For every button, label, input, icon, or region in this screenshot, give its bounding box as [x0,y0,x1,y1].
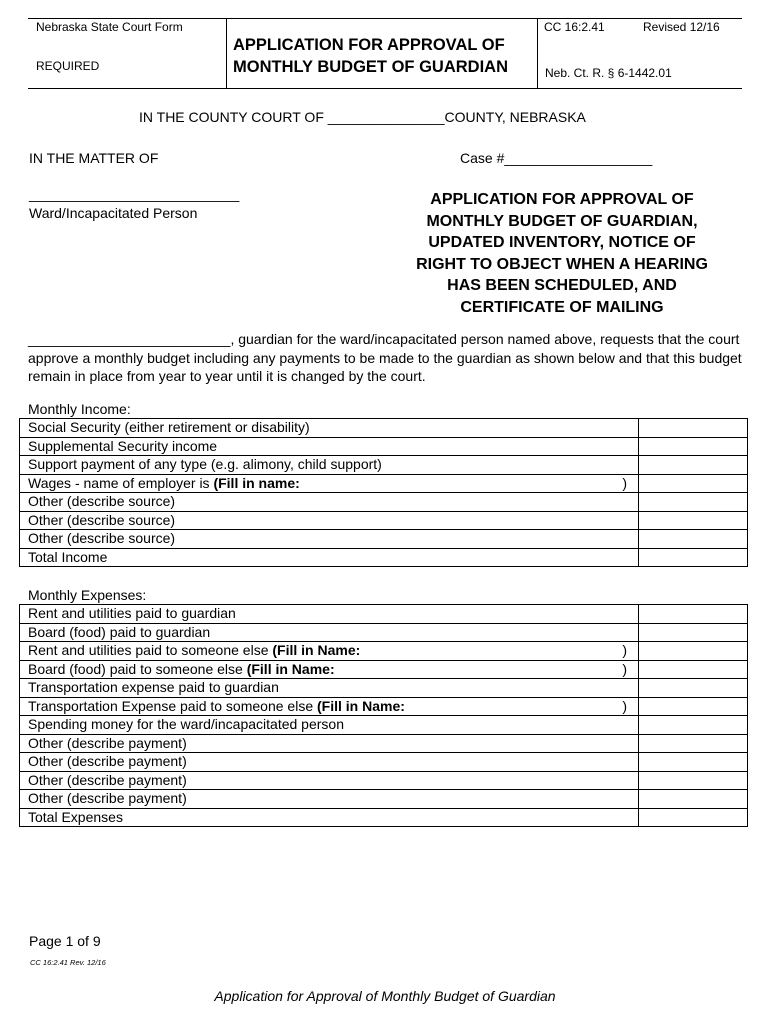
expense-label-text: Board (food) paid to guardian [28,623,211,640]
header-title-line2: MONTHLY BUDGET OF GUARDIAN [233,58,509,76]
fill-in-name-prompt[interactable]: (Fill in Name: [317,697,405,714]
income-row-label [20,474,639,493]
income-row [20,548,748,567]
expense-row [20,790,748,809]
header-top-rule [28,18,742,19]
revised-date: Revised 12/16 [643,20,720,34]
income-row [20,530,748,549]
court-rule: Neb. Ct. R. § 6-1442.01 [545,66,672,80]
expense-amount-cell[interactable] [639,697,748,716]
expense-label-text: Rent and utilities paid to someone else [28,642,273,659]
income-label-text: Other (describe source) [28,530,176,547]
expense-row [20,734,748,753]
footer-title: Application for Approval of Monthly Budget of Guardian [214,988,556,1004]
expense-label-text: Rent and utilities paid to guardian [28,605,236,622]
expense-row [20,716,748,735]
main-title-line: APPLICATION FOR APPROVAL OF [430,191,694,208]
intro-paragraph: __________________________, guardian for the ward/incapacitated person named above, requests that the court approve a monthly budget including any payments to be made to the guardian as shown below and that this budget remain in place from year to year until it is changed by the court. [28,331,742,384]
expense-amount-cell[interactable] [639,771,748,790]
footer-form-code: CC 16:2.41 Rev. 12/16 [30,958,106,967]
expense-amount-cell[interactable] [639,734,748,753]
income-amount-cell[interactable] [639,419,748,438]
fill-in-name-prompt[interactable]: (Fill in Name: [246,660,335,677]
expense-label-text: Spending money for the ward/incapacitated person [28,716,344,733]
expense-row [20,642,748,661]
expense-label-text: Other (describe payment) [28,734,187,751]
income-table [19,418,748,567]
form-header [28,18,742,88]
income-label-text: Support payment of any type (e.g. alimony, child support) [28,456,382,473]
expense-row-label [20,771,639,790]
income-row-label [20,419,639,438]
expense-amount-cell[interactable] [639,808,748,827]
expense-amount-cell[interactable] [639,790,748,809]
expense-row-label [20,623,639,642]
income-amount-cell[interactable] [639,474,748,493]
expense-row [20,623,748,642]
expense-row-label [20,605,639,624]
closing-paren: ) [622,660,627,677]
income-label-text: Wages - name of employer is [28,474,214,491]
income-row [20,419,748,438]
expense-label-text: Transportation Expense paid to someone else [28,697,317,714]
header-bottom-rule [28,88,742,89]
income-row-label [20,511,639,530]
expense-row-label [20,790,639,809]
expense-row [20,808,748,827]
main-title [392,189,732,318]
main-title-line: UPDATED INVENTORY, NOTICE OF [428,234,696,251]
expenses-table [19,604,748,827]
fill-in-name-prompt[interactable]: (Fill in name: [213,474,300,491]
income-row [20,437,748,456]
expense-amount-cell[interactable] [639,753,748,772]
income-amount-cell[interactable] [639,456,748,475]
court-line: IN THE COUNTY COURT OF _______________COUNTY, NEBRASKA [139,109,586,125]
ward-label: Ward/Incapacitated Person [29,205,198,221]
expense-label-text: Board (food) paid to someone else [28,660,247,677]
income-row-label [20,530,639,549]
header-title [233,34,533,78]
income-row [20,493,748,512]
expense-amount-cell[interactable] [639,605,748,624]
expense-row-label [20,808,639,827]
income-amount-cell[interactable] [639,548,748,567]
income-row [20,474,748,493]
expense-label-text: Other (describe payment) [28,753,187,770]
closing-paren: ) [622,474,627,491]
expense-row [20,771,748,790]
main-title-line: CERTIFICATE OF MAILING [460,298,664,316]
income-row-label [20,437,639,456]
expense-label-text: Total Expenses [28,808,123,825]
expense-row-label [20,697,639,716]
expense-amount-cell[interactable] [639,642,748,661]
expense-row-label [20,660,639,679]
expense-row [20,605,748,624]
income-row [20,511,748,530]
expense-amount-cell[interactable] [639,660,748,679]
case-number-field[interactable]: Case #___________________ [460,150,653,166]
income-label-text: Supplemental Security income [28,437,218,454]
income-row-label [20,548,639,567]
income-label-text: Total Income [28,548,108,565]
page-number: Page 1 of 9 [29,933,101,949]
expense-row [20,679,748,698]
header-divider-right [537,18,538,88]
closing-paren: ) [622,642,627,658]
income-amount-cell[interactable] [639,437,748,456]
closing-paren: ) [622,697,627,714]
income-amount-cell[interactable] [639,511,748,530]
fill-in-name-prompt[interactable]: (Fill in Name: [272,642,361,659]
expense-label-text: Other (describe payment) [28,790,187,807]
header-divider-left [226,18,227,88]
required-label: REQUIRED [36,59,100,73]
matter-label: IN THE MATTER OF [29,150,159,166]
form-number: CC 16:2.41 [544,20,605,34]
expense-row-label [20,734,639,753]
income-row-label [20,456,639,475]
expense-row-label [20,716,639,735]
expenses-heading: Monthly Expenses: [28,587,147,603]
expense-row [20,753,748,772]
main-title-line: MONTHLY BUDGET OF GUARDIAN, [426,212,698,230]
state-form-label: Nebraska State Court Form [36,20,183,34]
income-label-text: Social Security (either retirement or disability) [28,419,310,436]
expense-row [20,660,748,679]
expense-label-text: Transportation expense paid to guardian [28,679,279,696]
expense-amount-cell[interactable] [639,716,748,735]
income-heading: Monthly Income: [28,401,131,417]
expense-row-label [20,753,639,772]
header-title-line1: APPLICATION FOR APPROVAL OF [233,36,505,54]
income-amount-cell[interactable] [639,493,748,512]
main-title-line: HAS BEEN SCHEDULED, AND [447,277,677,294]
income-amount-cell[interactable] [639,530,748,549]
expense-row-label [20,642,639,661]
ward-name-line[interactable]: ___________________________ [29,186,240,202]
income-label-text: Other (describe source) [28,493,176,510]
income-label-text: Other (describe source) [28,511,176,528]
expense-row [20,697,748,716]
main-title-line: RIGHT TO OBJECT WHEN A HEARING [416,255,708,273]
income-row-label [20,493,639,512]
expense-row-label [20,679,639,698]
expense-label-text: Other (describe payment) [28,771,187,788]
income-row [20,456,748,475]
expense-amount-cell[interactable] [639,679,748,698]
expense-amount-cell[interactable] [639,623,748,642]
